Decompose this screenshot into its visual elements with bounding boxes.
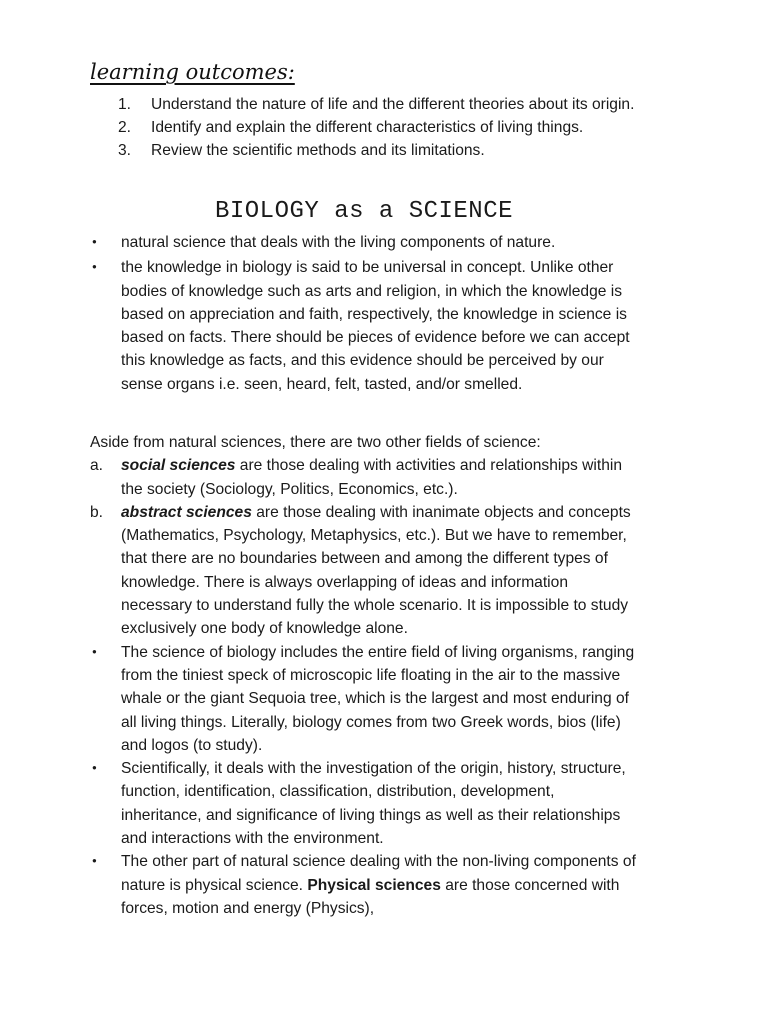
outcome-item [118,116,648,139]
page-title [0,198,768,225]
outcome-item [118,139,648,162]
bullet-icon [90,231,121,256]
bullet-icon [90,757,121,850]
outcome-number: 2. [118,119,132,136]
outcome-number: 1. [118,96,132,113]
fields-intro: Aside from natural sciences, there are two other fields of science: [90,434,541,451]
page-title-text: BIOLOGY as a SCIENCE [214,198,514,225]
list-letter: b. [90,503,104,521]
list-item-text-start: The other part of natural science dealing with the non-living components of nature is physical science. [121,853,636,894]
term-description: are those dealing with inanimate objects and concepts (Mathematics, Psychology, Metaphysics, etc.). But we have to remember, that there are no boundaries between and among the different types of knowledge. There is always overlapping of ideas and information necessary to understand fully the whole scenario. It is impossible to study exclusively one body of knowledge alone. [121,503,631,638]
list-item-text: The science of biology includes the entire field of living organisms, ranging from the tiniest speck of microscopic life floating in the air to the massive whale or the giant Sequoia tree, which is the largest and most enduring of all living things. Literally, biology comes from two Greek words, bios (life) and logos (to study). [121,643,635,754]
list-item [90,757,638,850]
fields-section [90,431,638,920]
list-item-text: Scientifically, it deals with the investigation of the origin, history, structure, function, identification, classification, distribution, development, inheritance, and significance of living things as well as their relationships and interactions with the environment. [121,760,626,848]
list-item-text: natural science that deals with the living components of nature. [121,234,556,251]
list-item [90,231,638,256]
list-letter: a. [90,457,104,475]
outcome-item [118,93,648,116]
outcome-text: Understand the nature of life and the different theories about its origin. [151,96,635,113]
list-item-text [121,454,638,501]
list-item [90,850,638,920]
list-item-text: the knowledge in biology is said to be universal in concept. Unlike other bodies of knowledge such as arts and religion, in which the knowledge is based on appreciation and faith, respectively, the knowledge in science is based on facts. There should be pieces of evidence before we can accept this knowledge as facts, and this evidence should be perceived by our sense organs i.e. seen, heard, felt, tasted, and/or smelled. [121,259,630,393]
term-abstract-sciences: abstract sciences [121,503,252,521]
bullet-icon [90,256,121,396]
term-physical-sciences: Physical sciences [307,876,441,894]
list-item [90,641,638,757]
term-social-sciences: social sciences [121,457,236,475]
bullet-icon [90,641,121,757]
learning-outcomes-heading: learning outcomes: [90,60,295,84]
list-item [90,501,638,641]
list-item [90,256,638,396]
outcome-text: Review the scientific methods and its limitations. [151,142,485,159]
top-bullet-list [90,231,638,396]
outcome-text: Identify and explain the different characteristics of living things. [151,119,584,136]
outcome-number: 3. [118,142,132,159]
list-item-text [121,501,638,641]
bullet-icon [90,850,121,920]
list-item-text-end: are those concerned with forces, motion and energy (Physics), [121,876,620,917]
term-description: are those dealing with activities and relationships within the society (Sociology, Politics, Economics, etc.). [121,457,623,498]
list-item [90,454,638,501]
outcomes-list [118,93,648,162]
list-item-text [121,850,638,920]
